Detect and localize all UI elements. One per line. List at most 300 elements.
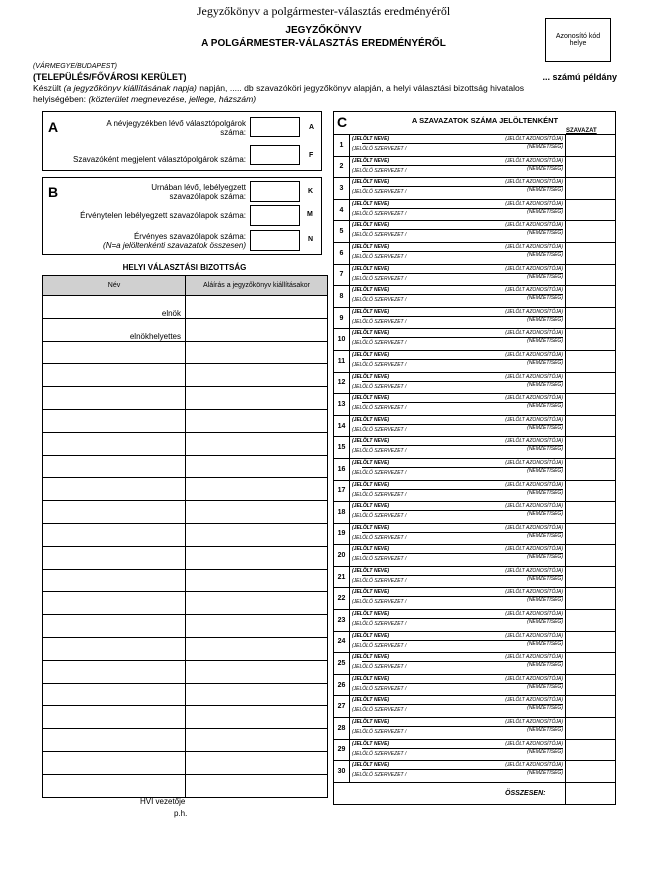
ballots-in-urn-label: Urnában lévő, lebélyegzett szavazólapok száma: <box>151 183 246 201</box>
nationality: (NEMZETISÉG) <box>527 273 563 280</box>
address-placeholder: (közterület megnevezése, jellege, házszám) <box>88 94 257 104</box>
candidate-name: (JELÖLT NEVE) <box>352 675 390 682</box>
member-name-cell[interactable] <box>43 774 186 797</box>
candidate-row <box>334 653 616 675</box>
section-c-letter: C <box>337 114 348 130</box>
candidate-row <box>334 437 616 459</box>
vote-count-cell[interactable] <box>566 329 616 351</box>
candidate-id: (JELÖLT AZONOSÍTÓJA) <box>505 416 563 423</box>
vote-count-cell[interactable] <box>566 156 616 178</box>
nationality: (NEMZETISÉG) <box>527 424 563 431</box>
candidate-row <box>334 718 616 740</box>
nationality: (NEMZETISÉG) <box>527 251 563 258</box>
member-name-cell[interactable] <box>43 615 186 638</box>
candidate-name: (JELÖLT NEVE) <box>352 308 390 315</box>
candidate-row <box>334 264 616 286</box>
committee-row <box>43 478 328 501</box>
candidate-name: (JELÖLT NEVE) <box>352 373 390 380</box>
candidate-cell[interactable] <box>350 221 566 243</box>
nationality: (NEMZETISÉG) <box>527 640 563 647</box>
candidate-cell[interactable] <box>350 307 566 329</box>
candidate-cell[interactable] <box>350 135 566 157</box>
member-name-cell[interactable] <box>43 364 186 387</box>
member-signature-cell[interactable] <box>186 318 328 341</box>
vote-count-cell[interactable] <box>566 221 616 243</box>
vote-count-cell[interactable] <box>566 739 616 761</box>
member-name-cell[interactable] <box>43 637 186 660</box>
nominating-org: (JELÖLŐ SZERVEZET / <box>352 426 407 433</box>
member-signature-cell[interactable] <box>186 296 328 319</box>
candidate-number: 16 <box>334 458 350 480</box>
vote-count-cell[interactable] <box>566 674 616 696</box>
candidate-id: (JELÖLT AZONOSÍTÓJA) <box>505 567 563 574</box>
member-name-cell[interactable] <box>43 706 186 729</box>
candidate-number: 10 <box>334 329 350 351</box>
candidate-separator <box>362 661 563 662</box>
candidate-name: (JELÖLT NEVE) <box>352 611 390 618</box>
nationality: (NEMZETISÉG) <box>527 705 563 712</box>
committee-row <box>43 774 328 797</box>
candidate-number: 18 <box>334 502 350 524</box>
nominating-org: (JELÖLŐ SZERVEZET / <box>352 707 407 714</box>
candidate-number: 12 <box>334 372 350 394</box>
candidate-id: (JELÖLT AZONOSÍTÓJA) <box>505 222 563 229</box>
candidate-separator <box>362 229 563 230</box>
candidate-id: (JELÖLT AZONOSÍTÓJA) <box>505 503 563 510</box>
candidate-id: (JELÖLT AZONOSÍTÓJA) <box>505 632 563 639</box>
nationality: (NEMZETISÉG) <box>527 144 563 150</box>
member-name-cell[interactable] <box>43 683 186 706</box>
candidate-cell[interactable] <box>350 502 566 524</box>
nationality: (NEMZETISÉG) <box>527 381 563 388</box>
candidate-name: (JELÖLT NEVE) <box>352 200 390 207</box>
date-placeholder: (a jegyzőkönyv kiállításának napja) <box>63 83 197 93</box>
candidate-row <box>334 221 616 243</box>
vote-count-cell[interactable] <box>566 264 616 286</box>
candidate-row <box>334 394 616 416</box>
candidate-cell[interactable] <box>350 415 566 437</box>
candidate-number: 8 <box>334 286 350 308</box>
vote-count-cell[interactable] <box>566 653 616 675</box>
candidate-separator <box>362 489 563 490</box>
candidate-cell[interactable] <box>350 566 566 588</box>
candidate-row <box>334 178 616 200</box>
candidate-cell[interactable] <box>350 674 566 696</box>
candidate-name: (JELÖLT NEVE) <box>352 503 390 510</box>
candidate-separator <box>362 553 563 554</box>
signature-column-header: Aláírás a jegyzőkönyv kiállításakor <box>186 276 328 296</box>
nationality: (NEMZETISÉG) <box>527 727 563 734</box>
nationality: (NEMZETISÉG) <box>527 683 563 690</box>
nationality: (NEMZETISÉG) <box>527 597 563 604</box>
candidate-cell[interactable] <box>350 264 566 286</box>
candidate-cell[interactable] <box>350 545 566 567</box>
candidate-cell[interactable] <box>350 696 566 718</box>
member-signature-cell[interactable] <box>186 637 328 660</box>
nominating-org: (JELÖLŐ SZERVEZET / <box>352 664 407 671</box>
vote-count-cell[interactable] <box>566 545 616 567</box>
vote-count-cell[interactable] <box>566 199 616 221</box>
candidate-cell[interactable] <box>350 739 566 761</box>
candidate-cell[interactable] <box>350 653 566 675</box>
candidate-number: 30 <box>334 761 350 783</box>
candidate-id: (JELÖLT AZONOSÍTÓJA) <box>505 524 563 531</box>
candidate-row <box>334 242 616 264</box>
candidate-cell[interactable] <box>350 394 566 416</box>
candidate-separator <box>362 316 563 317</box>
candidate-id: (JELÖLT AZONOSÍTÓJA) <box>505 719 563 726</box>
vote-count-cell[interactable] <box>566 286 616 308</box>
candidate-separator <box>362 186 563 187</box>
vote-count-cell[interactable] <box>566 415 616 437</box>
vote-count-cell[interactable] <box>566 588 616 610</box>
candidate-number: 4 <box>334 199 350 221</box>
vote-count-cell[interactable] <box>566 178 616 200</box>
candidate-number: 23 <box>334 610 350 632</box>
nominating-org: (JELÖLŐ SZERVEZET / <box>352 297 407 304</box>
candidate-row <box>334 135 616 157</box>
candidate-id: (JELÖLT AZONOSÍTÓJA) <box>505 740 563 747</box>
candidate-name: (JELÖLT NEVE) <box>352 330 390 337</box>
member-signature-cell[interactable] <box>186 774 328 797</box>
nationality: (NEMZETISÉG) <box>527 770 563 777</box>
code-m: M <box>307 211 313 218</box>
candidate-cell[interactable] <box>350 350 566 372</box>
total-label: ÖSSZESEN: <box>505 790 546 797</box>
member-signature-cell[interactable] <box>186 569 328 592</box>
candidate-row <box>334 329 616 351</box>
member-signature-cell[interactable] <box>186 683 328 706</box>
candidate-number: 3 <box>334 178 350 200</box>
nationality: (NEMZETISÉG) <box>527 295 563 302</box>
vote-count-cell[interactable] <box>566 350 616 372</box>
nominating-org: (JELÖLŐ SZERVEZET / <box>352 167 407 174</box>
candidate-name: (JELÖLT NEVE) <box>352 654 390 661</box>
vote-count-cell[interactable] <box>566 394 616 416</box>
candidate-separator <box>362 640 563 641</box>
invalid-ballots-input[interactable] <box>250 205 300 226</box>
candidate-row <box>334 610 616 632</box>
vote-count-cell[interactable] <box>566 718 616 740</box>
member-name-cell[interactable] <box>43 523 186 546</box>
section-b-letter: B <box>48 184 59 200</box>
candidate-number: 21 <box>334 566 350 588</box>
member-signature-cell[interactable] <box>186 615 328 638</box>
nationality: (NEMZETISÉG) <box>527 489 563 496</box>
candidate-row <box>334 350 616 372</box>
candidate-name: (JELÖLT NEVE) <box>352 632 390 639</box>
candidate-row <box>334 739 616 761</box>
candidate-name: (JELÖLT NEVE) <box>352 222 390 229</box>
nationality: (NEMZETISÉG) <box>527 619 563 626</box>
valid-ballots-input[interactable] <box>250 230 300 251</box>
committee-row <box>43 637 328 660</box>
committee-row <box>43 592 328 615</box>
nationality: (NEMZETISÉG) <box>527 187 563 194</box>
candidate-separator <box>362 143 563 144</box>
member-name-cell[interactable] <box>43 455 186 478</box>
candidate-cell[interactable] <box>350 437 566 459</box>
candidate-separator <box>362 683 563 684</box>
candidate-name: (JELÖLT NEVE) <box>352 395 390 402</box>
candidate-cell[interactable] <box>350 156 566 178</box>
candidate-number: 7 <box>334 264 350 286</box>
candidate-row <box>334 761 616 783</box>
member-name-cell[interactable] <box>43 569 186 592</box>
candidate-row <box>334 523 616 545</box>
member-signature-cell[interactable] <box>186 660 328 683</box>
member-name-cell[interactable] <box>43 660 186 683</box>
candidate-name: (JELÖLT NEVE) <box>352 459 390 466</box>
committee-row <box>43 729 328 752</box>
candidate-cell[interactable] <box>350 286 566 308</box>
member-name-cell[interactable]: elnök <box>43 296 186 319</box>
member-signature-cell[interactable] <box>186 592 328 615</box>
candidate-cell[interactable] <box>350 718 566 740</box>
candidate-cell[interactable] <box>350 199 566 221</box>
member-signature-cell[interactable] <box>186 387 328 410</box>
nationality: (NEMZETISÉG) <box>527 403 563 410</box>
candidate-separator <box>362 165 563 166</box>
vote-count-cell[interactable] <box>566 307 616 329</box>
candidate-id: (JELÖLT AZONOSÍTÓJA) <box>505 459 563 466</box>
registered-voters-label: A névjegyzékben lévő választópolgárok száma: <box>106 119 246 137</box>
candidate-number: 17 <box>334 480 350 502</box>
nominating-org: (JELÖLŐ SZERVEZET / <box>352 534 407 541</box>
settlement-label: (TELEPÜLÉS/FŐVÁROSI KERÜLET) <box>33 72 187 82</box>
vote-count-cell[interactable] <box>566 372 616 394</box>
candidate-name: (JELÖLT NEVE) <box>352 179 390 186</box>
nominating-org: (JELÖLŐ SZERVEZET / <box>352 275 407 282</box>
vote-count-cell[interactable] <box>566 566 616 588</box>
vote-count-cell[interactable] <box>566 135 616 157</box>
candidate-number: 6 <box>334 242 350 264</box>
candidate-id: (JELÖLT AZONOSÍTÓJA) <box>505 157 563 164</box>
candidate-separator <box>362 726 563 727</box>
candidate-number: 29 <box>334 739 350 761</box>
vote-count-cell[interactable] <box>566 437 616 459</box>
candidate-cell[interactable] <box>350 458 566 480</box>
nationality: (NEMZETISÉG) <box>527 511 563 518</box>
candidate-number: 1 <box>334 135 350 157</box>
candidate-cell[interactable] <box>350 372 566 394</box>
nominating-org: (JELÖLŐ SZERVEZET / <box>352 448 407 455</box>
candidate-row <box>334 696 616 718</box>
member-name-cell[interactable] <box>43 341 186 364</box>
member-signature-cell[interactable] <box>186 706 328 729</box>
candidate-number: 20 <box>334 545 350 567</box>
candidate-cell[interactable] <box>350 588 566 610</box>
candidate-id: (JELÖLT AZONOSÍTÓJA) <box>505 481 563 488</box>
member-name-cell[interactable] <box>43 432 186 455</box>
member-signature-cell[interactable] <box>186 478 328 501</box>
committee-row <box>43 523 328 546</box>
committee-row <box>43 569 328 592</box>
candidate-row <box>334 480 616 502</box>
candidate-separator <box>362 337 563 338</box>
candidate-number: 9 <box>334 307 350 329</box>
candidate-id: (JELÖLT AZONOSÍTÓJA) <box>505 200 563 207</box>
committee-row <box>43 683 328 706</box>
nominating-org: (JELÖLŐ SZERVEZET / <box>352 253 407 260</box>
made-line: Készült (a jegyzőkönyv kiállításának napja) napján, ..... db szavazóköri jegyzőkönyv alapján, a helyi választási bizottság hivatalos <box>33 83 525 93</box>
vote-count-cell[interactable] <box>566 502 616 524</box>
candidate-id: (JELÖLT AZONOSÍTÓJA) <box>505 589 563 596</box>
nominating-org: (JELÖLŐ SZERVEZET / <box>352 599 407 606</box>
committee-row <box>43 615 328 638</box>
committee-row <box>43 341 328 364</box>
nominating-org: (JELÖLŐ SZERVEZET / <box>352 383 407 390</box>
candidate-row <box>334 631 616 653</box>
candidate-cell[interactable] <box>350 329 566 351</box>
candidate-id: (JELÖLT AZONOSÍTÓJA) <box>505 675 563 682</box>
candidate-id: (JELÖLT AZONOSÍTÓJA) <box>505 373 563 380</box>
candidate-cell[interactable] <box>350 178 566 200</box>
candidate-number: 27 <box>334 696 350 718</box>
valid-ballots-label: Érvényes szavazólapok száma: <box>133 232 246 241</box>
candidate-name: (JELÖLT NEVE) <box>352 546 390 553</box>
candidate-cell[interactable] <box>350 523 566 545</box>
copy-number: ... számú példány <box>542 72 617 82</box>
vote-count-cell[interactable] <box>566 631 616 653</box>
candidate-separator <box>362 596 563 597</box>
name-column-header: Név <box>43 276 186 296</box>
nationality: (NEMZETISÉG) <box>527 532 563 539</box>
candidate-id: (JELÖLT AZONOSÍTÓJA) <box>505 136 563 142</box>
member-signature-cell[interactable] <box>186 546 328 569</box>
candidate-separator <box>362 748 563 749</box>
candidate-cell[interactable] <box>350 480 566 502</box>
member-name-cell[interactable] <box>43 751 186 774</box>
member-name-cell[interactable] <box>43 546 186 569</box>
nominating-org: (JELÖLŐ SZERVEZET / <box>352 405 407 412</box>
candidate-row <box>334 156 616 178</box>
candidate-name: (JELÖLT NEVE) <box>352 157 390 164</box>
candidate-row <box>334 199 616 221</box>
nominating-org: (JELÖLŐ SZERVEZET / <box>352 642 407 649</box>
candidate-id: (JELÖLT AZONOSÍTÓJA) <box>505 697 563 704</box>
nominating-org: (JELÖLŐ SZERVEZET / <box>352 729 407 736</box>
candidate-row <box>334 286 616 308</box>
committee-row <box>43 751 328 774</box>
candidate-separator <box>362 618 563 619</box>
candidate-id: (JELÖLT AZONOSÍTÓJA) <box>505 438 563 445</box>
section-a-letter: A <box>48 119 59 135</box>
member-signature-cell[interactable] <box>186 341 328 364</box>
candidate-number: 5 <box>334 221 350 243</box>
nationality: (NEMZETISÉG) <box>527 338 563 345</box>
candidate-number: 24 <box>334 631 350 653</box>
candidate-separator <box>362 208 563 209</box>
member-signature-cell[interactable] <box>186 501 328 524</box>
member-name-cell[interactable]: elnökhelyettes <box>43 318 186 341</box>
member-signature-cell[interactable] <box>186 455 328 478</box>
candidate-row <box>334 566 616 588</box>
nominating-org: (JELÖLŐ SZERVEZET / <box>352 189 407 196</box>
member-name-cell[interactable] <box>43 501 186 524</box>
committee-row <box>43 409 328 432</box>
candidate-separator <box>362 467 563 468</box>
code-n: N <box>308 236 314 243</box>
nominating-org: (JELÖLŐ SZERVEZET / <box>352 469 407 476</box>
vote-count-cell[interactable] <box>566 696 616 718</box>
member-name-cell[interactable] <box>43 592 186 615</box>
valid-ballots-note: (N=a jelöltenkénti szavazatok összesen) <box>103 241 246 250</box>
committee-table <box>42 275 328 798</box>
candidate-id: (JELÖLT AZONOSÍTÓJA) <box>505 330 563 337</box>
candidate-separator <box>362 402 563 403</box>
nationality: (NEMZETISÉG) <box>527 575 563 582</box>
candidate-cell[interactable] <box>350 761 566 783</box>
member-name-cell[interactable] <box>43 409 186 432</box>
candidate-id: (JELÖLT AZONOSÍTÓJA) <box>505 654 563 661</box>
nominating-org: (JELÖLŐ SZERVEZET / <box>352 750 407 757</box>
candidate-id: (JELÖLT AZONOSÍTÓJA) <box>505 395 563 402</box>
ballots-in-urn-input[interactable] <box>250 181 300 202</box>
nominating-org: (JELÖLŐ SZERVEZET / <box>352 621 407 628</box>
member-signature-cell[interactable] <box>186 729 328 752</box>
candidate-name: (JELÖLT NEVE) <box>352 740 390 747</box>
candidate-separator <box>362 359 563 360</box>
member-signature-cell[interactable] <box>186 432 328 455</box>
committee-row <box>43 432 328 455</box>
candidate-name: (JELÖLT NEVE) <box>352 265 390 272</box>
member-name-cell[interactable] <box>43 387 186 410</box>
registered-voters-input[interactable] <box>250 117 300 137</box>
document-subtitle: A POLGÁRMESTER-VÁLASZTÁS EREDMÉNYÉRŐL <box>201 38 446 49</box>
candidate-cell[interactable] <box>350 242 566 264</box>
candidate-row <box>334 458 616 480</box>
candidate-name: (JELÖLT NEVE) <box>352 287 390 294</box>
candidate-separator <box>362 445 563 446</box>
vote-count-cell[interactable] <box>566 480 616 502</box>
member-signature-cell[interactable] <box>186 751 328 774</box>
member-signature-cell[interactable] <box>186 364 328 387</box>
nationality: (NEMZETISÉG) <box>527 748 563 755</box>
id-code-box <box>545 18 611 62</box>
candidate-id: (JELÖLT AZONOSÍTÓJA) <box>505 351 563 358</box>
committee-title: HELYI VÁLASZTÁSI BIZOTTSÁG <box>122 263 247 272</box>
candidate-separator <box>362 294 563 295</box>
member-name-cell[interactable] <box>43 729 186 752</box>
member-signature-cell[interactable] <box>186 409 328 432</box>
member-signature-cell[interactable] <box>186 523 328 546</box>
nationality: (NEMZETISÉG) <box>527 230 563 237</box>
vote-count-cell[interactable] <box>566 761 616 783</box>
candidate-row <box>334 502 616 524</box>
vote-count-cell[interactable] <box>566 242 616 264</box>
candidate-id: (JELÖLT AZONOSÍTÓJA) <box>505 287 563 294</box>
vote-count-cell[interactable] <box>566 458 616 480</box>
candidate-number: 22 <box>334 588 350 610</box>
candidate-id: (JELÖLT AZONOSÍTÓJA) <box>505 308 563 315</box>
candidate-id: (JELÖLT AZONOSÍTÓJA) <box>505 265 563 272</box>
stamp-label: p.h. <box>174 809 188 818</box>
nominating-org: (JELÖLŐ SZERVEZET / <box>352 146 407 152</box>
vote-count-cell[interactable] <box>566 610 616 632</box>
candidate-cell[interactable] <box>350 631 566 653</box>
vote-count-cell[interactable] <box>566 523 616 545</box>
candidate-number: 11 <box>334 350 350 372</box>
nominating-org: (JELÖLŐ SZERVEZET / <box>352 685 407 692</box>
candidate-cell[interactable] <box>350 610 566 632</box>
turnout-input[interactable] <box>250 145 300 165</box>
member-name-cell[interactable] <box>43 478 186 501</box>
nominating-org: (JELÖLŐ SZERVEZET / <box>352 340 407 347</box>
candidate-number: 26 <box>334 674 350 696</box>
candidate-name: (JELÖLT NEVE) <box>352 481 390 488</box>
candidate-name: (JELÖLT NEVE) <box>352 567 390 574</box>
